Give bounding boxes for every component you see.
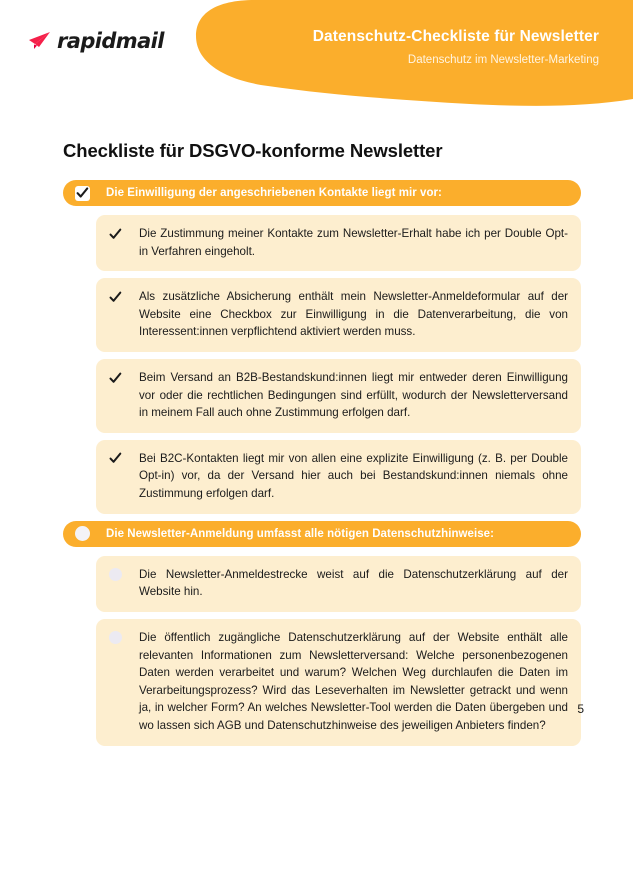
checklist-item[interactable] [96, 359, 581, 433]
checklist-item-text: Die Newsletter-Anmeldestrecke weist auf die Datenschutzerklärung auf der Website hin. [139, 567, 568, 599]
checked-box-icon[interactable] [75, 186, 90, 201]
checklist-item[interactable] [96, 440, 581, 514]
rapidmail-logo [28, 29, 164, 53]
check-icon[interactable] [107, 289, 123, 305]
checklist-item[interactable] [96, 619, 581, 746]
header-text-block [313, 28, 599, 67]
check-icon[interactable] [107, 226, 123, 242]
header-subtitle: Datenschutz im Newsletter-Marketing [407, 53, 599, 66]
checklist-item[interactable] [96, 556, 581, 612]
checklist-item-text: Die Zustimmung meiner Kontakte zum Newsletter-Erhalt habe ich per Double Opt-in Verfahren eingeholt. [139, 227, 568, 258]
page-title: Checkliste für DSGVO-konforme Newsletter [63, 140, 443, 161]
section-label: Die Einwilligung der angeschriebenen Kontakte liegt mir vor: [106, 187, 442, 199]
checklist-item-text: Als zusätzliche Absicherung enthält mein Newsletter-Anmeldeformular auf der Website eine Checkbox zur Einwilligung in die Datenverarbeitung, die von Interessent:innen verpflichtend aktiviert werden muss. [139, 290, 568, 339]
header-title: Datenschutz-Checkliste für Newsletter [312, 28, 599, 45]
checklist-items [63, 556, 581, 746]
checklist-item-text: Bei B2C-Kontakten liegt mir von allen eine explizite Einwilligung (z. B. per Double Opt-in) vor, da der Versand hier auch bei Bestandskund:innen niemals ohne Zustimmung erfolgen darf. [139, 451, 568, 501]
checklist-container [0, 180, 633, 746]
check-icon[interactable] [107, 451, 123, 467]
empty-circle-icon[interactable] [75, 526, 90, 541]
checklist-section [63, 521, 581, 746]
checklist-item[interactable] [96, 278, 581, 352]
check-icon[interactable] [107, 370, 123, 386]
section-header-bar[interactable] [63, 180, 581, 206]
page-body [0, 140, 633, 746]
section-label: Die Newsletter-Anmeldung umfasst alle nötigen Datenschutzhinweise: [106, 527, 494, 540]
empty-circle-icon[interactable] [107, 630, 123, 646]
page-header [0, 0, 633, 118]
logo-wordmark: rapidmail [57, 29, 164, 53]
checklist-item[interactable] [96, 215, 581, 271]
checklist-item-text: Beim Versand an B2B-Bestandskund:innen liegt mir entweder deren Einwilligung vor oder die rechtlichen Bedingungen sind erfüllt, wodurch der Newsletterversand in meinem Fall auch ohne Zustimmung erfolgen darf. [139, 371, 568, 420]
paper-plane-icon [28, 31, 52, 51]
checklist-items [63, 215, 581, 514]
section-header-bar[interactable] [63, 521, 581, 547]
empty-circle-icon[interactable] [107, 567, 123, 583]
checklist-item-text: Die öffentlich zugängliche Datenschutzerklärung auf der Website enthält alle relevanten Informationen zum Newsletterversand: Welche personenbezogenen Daten werden verarbeitet und warum? Welchen Weg durchlaufen die Daten im Verarbeitungsprozess? Wird das Leseverhalten im Newsletter getrackt und wenn ja, in welcher Form? An welches Newsletter-Tool werden die Daten übergeben und wo lassen sich AGB und Datenschutzhinweise des jeweiligen Anbieters finden? [139, 630, 568, 732]
page-number: 5 [577, 701, 584, 716]
checklist-section [63, 180, 581, 514]
